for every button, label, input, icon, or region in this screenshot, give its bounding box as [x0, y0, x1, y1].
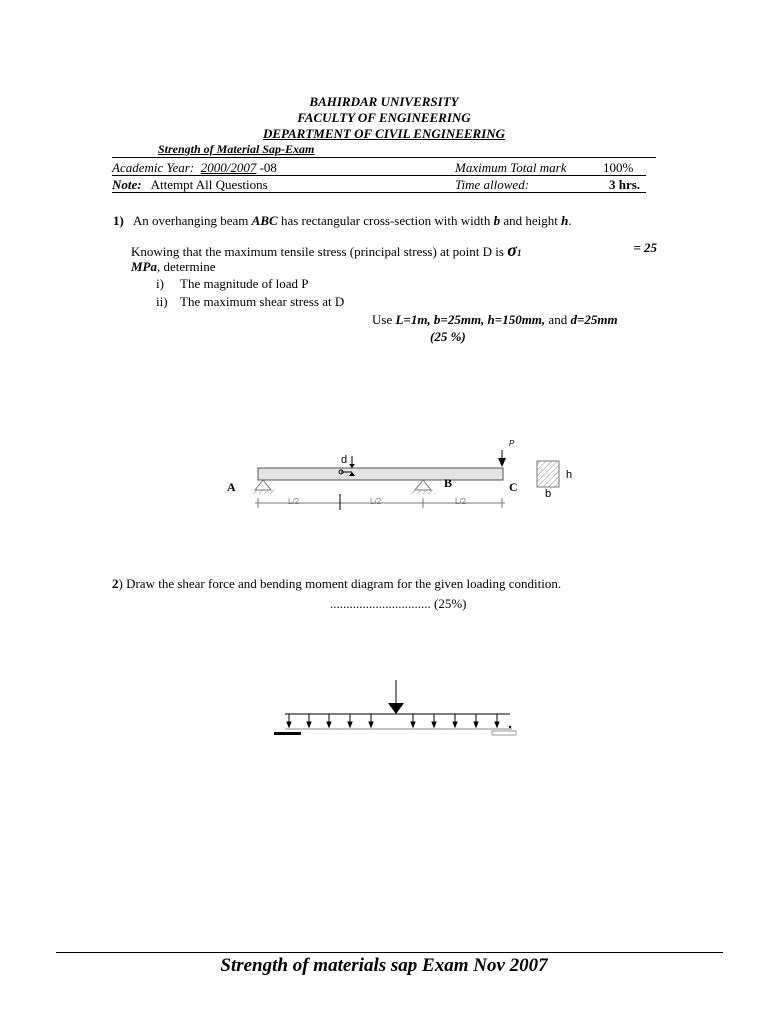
q2-dots: ............................... — [330, 596, 431, 611]
university-name: BAHIRDAR UNIVERSITY — [309, 94, 459, 109]
item-number: i) — [156, 276, 164, 291]
q1-width-symbol: b — [493, 213, 501, 228]
q2-marks: (25%) — [434, 596, 467, 611]
fixed-support — [274, 732, 301, 735]
note-text: Attempt All Questions — [150, 177, 268, 192]
department-text: DEPARTMENT OF CIVIL ENGINEERING — [262, 126, 506, 141]
label-a: A — [227, 480, 236, 494]
item-text: The maximum shear stress at D — [180, 294, 345, 309]
item-text: The magnitude of load P — [180, 276, 309, 291]
q2-text: ) Draw the shear force and bending moment diagram for the given loading condition. — [118, 576, 562, 591]
note-label: Note: — [112, 177, 142, 192]
q2-number: 2 — [112, 576, 119, 591]
q1-text-a: An overhanging beam — [132, 213, 249, 228]
q1-line2-text: Knowing that the maximum tensile stress (principal stress) at point D is — [131, 244, 504, 259]
use-and: and — [548, 312, 568, 327]
load-p-label: P — [509, 439, 515, 448]
sigma-symbol: σ — [507, 240, 517, 260]
footer-rule — [56, 952, 723, 953]
item-number: ii) — [156, 294, 168, 309]
cross-section-b: b — [545, 488, 552, 500]
q1-marks: (25 %) — [430, 329, 466, 344]
mpa-unit: MPa — [131, 259, 157, 274]
segment-3-label: L/2 — [455, 497, 467, 506]
use-label: Use — [372, 312, 393, 327]
cross-section-h: h — [566, 469, 573, 481]
time-value: 3 hrs. — [609, 177, 641, 192]
point-d-label: d — [341, 454, 348, 466]
use-values: L=1m, b=25mm, h=150mm, — [395, 312, 546, 327]
sigma-value: = 25 — [633, 240, 657, 255]
time-label: Time allowed: — [455, 177, 530, 192]
udl-arrows — [287, 714, 499, 727]
academic-year-label: Academic Year: — [112, 160, 195, 175]
q1-height-symbol: h — [561, 213, 569, 228]
determine-text: , determine — [157, 259, 216, 274]
label-b: B — [444, 476, 453, 490]
end-point — [509, 726, 511, 728]
max-mark-value: 100% — [603, 160, 634, 175]
max-mark-label: Maximum Total mark — [455, 160, 567, 175]
roller-support — [492, 731, 516, 735]
segment-2-label: L/2 — [370, 497, 382, 506]
q1-period: . — [568, 213, 572, 228]
label-c: C — [509, 480, 518, 494]
faculty-name: FACULTY OF ENGINEERING — [297, 110, 471, 125]
footer-text: Strength of materials sap Exam Nov 2007 — [220, 955, 548, 976]
academic-year-value: 2000/2007 — [200, 160, 257, 175]
use-d: d=25mm — [570, 312, 618, 327]
q1-number: 1) — [113, 213, 124, 228]
q1-text-b: has rectangular cross-section with width — [280, 213, 491, 228]
segment-1-label: L/2 — [288, 497, 300, 506]
sigma-subscript: 1 — [516, 248, 522, 258]
point-load-arrow — [388, 703, 404, 714]
q1-text-c: and height — [503, 213, 558, 228]
exam-title: Strength of Material Sap-Exam — [158, 142, 315, 156]
q1-abc: ABC — [251, 213, 278, 228]
academic-year-suffix: -08 — [259, 160, 277, 175]
